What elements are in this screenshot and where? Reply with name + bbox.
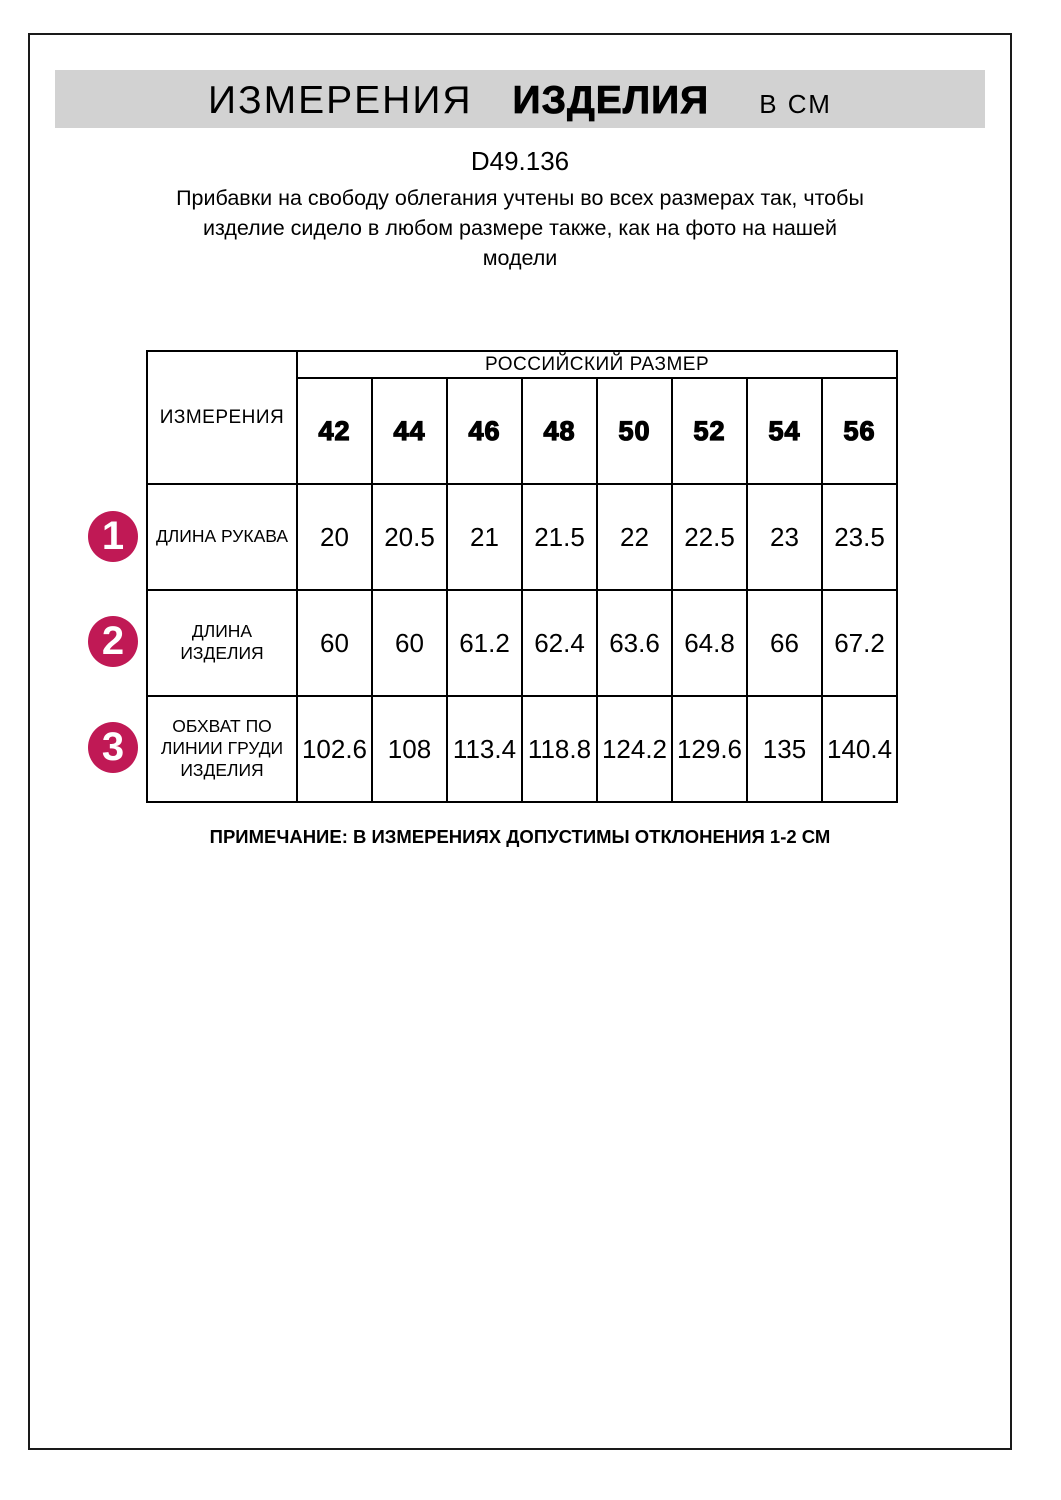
size-header-46: 46 <box>447 378 522 484</box>
cell-chest-48: 118.8 <box>522 696 597 802</box>
row-label-chest-girth: ОБХВАТ ПО ЛИНИИ ГРУДИ ИЗДЕЛИЯ <box>147 696 297 802</box>
cell-length-50: 63.6 <box>597 590 672 696</box>
cell-chest-52: 129.6 <box>672 696 747 802</box>
cell-length-46: 61.2 <box>447 590 522 696</box>
group-header: РОССИЙСКИЙ РАЗМЕР <box>297 351 897 378</box>
description-line-2: изделие сидело в любом размере также, как на фото на нашей <box>202 216 838 240</box>
cell-length-56: 67.2 <box>822 590 897 696</box>
cell-chest-56: 140.4 <box>822 696 897 802</box>
description-line-3: модели <box>482 246 558 270</box>
cell-sleeve-46: 21 <box>447 484 522 590</box>
description <box>28 183 1012 273</box>
size-table <box>146 350 898 803</box>
size-header-44: 44 <box>372 378 447 484</box>
row-label-sleeve-length: ДЛИНА РУКАВА <box>147 484 297 590</box>
tolerance-note: ПРИМЕЧАНИЕ: В ИЗМЕРЕНИЯХ ДОПУСТИМЫ ОТКЛОНЕНИЯ 1-2 СМ <box>209 826 831 847</box>
cell-length-42: 60 <box>297 590 372 696</box>
title-unit: В СМ <box>759 89 832 119</box>
row-number-badge-1: 1 <box>88 511 138 562</box>
cell-sleeve-42: 20 <box>297 484 372 590</box>
cell-sleeve-56: 23.5 <box>822 484 897 590</box>
corner-label: ИЗМЕРЕНИЯ <box>147 351 297 484</box>
table-row-item-length <box>147 590 897 696</box>
title-measurements: ИЗМЕРЕНИЯ <box>208 79 473 122</box>
cell-sleeve-48: 21.5 <box>522 484 597 590</box>
table-row-chest-girth <box>147 696 897 802</box>
row-label-item-length: ДЛИНА ИЗДЕЛИЯ <box>147 590 297 696</box>
cell-sleeve-54: 23 <box>747 484 822 590</box>
size-header-48: 48 <box>522 378 597 484</box>
cell-chest-46: 113.4 <box>447 696 522 802</box>
cell-chest-42: 102.6 <box>297 696 372 802</box>
cell-sleeve-44: 20.5 <box>372 484 447 590</box>
cell-length-48: 62.4 <box>522 590 597 696</box>
cell-sleeve-52: 22.5 <box>672 484 747 590</box>
row-number-badge-3: 3 <box>88 722 138 773</box>
cell-sleeve-50: 22 <box>597 484 672 590</box>
table-row-sleeve-length <box>147 484 897 590</box>
title-bar <box>55 70 985 128</box>
description-line-1: Прибавки на свободу облегания учтены во всех размерах так, чтобы <box>176 186 864 210</box>
size-header-54: 54 <box>747 378 822 484</box>
size-header-50: 50 <box>597 378 672 484</box>
cell-length-44: 60 <box>372 590 447 696</box>
title-product: ИЗДЕЛИЯ <box>512 79 710 122</box>
row-number-badge-2: 2 <box>88 616 138 667</box>
size-header-56: 56 <box>822 378 897 484</box>
cell-chest-54: 135 <box>747 696 822 802</box>
size-header-42: 42 <box>297 378 372 484</box>
cell-length-54: 66 <box>747 590 822 696</box>
cell-length-52: 64.8 <box>672 590 747 696</box>
cell-chest-44: 108 <box>372 696 447 802</box>
group-header-row <box>147 351 897 378</box>
size-header-52: 52 <box>672 378 747 484</box>
product-code: D49.136 <box>470 146 570 176</box>
cell-chest-50: 124.2 <box>597 696 672 802</box>
